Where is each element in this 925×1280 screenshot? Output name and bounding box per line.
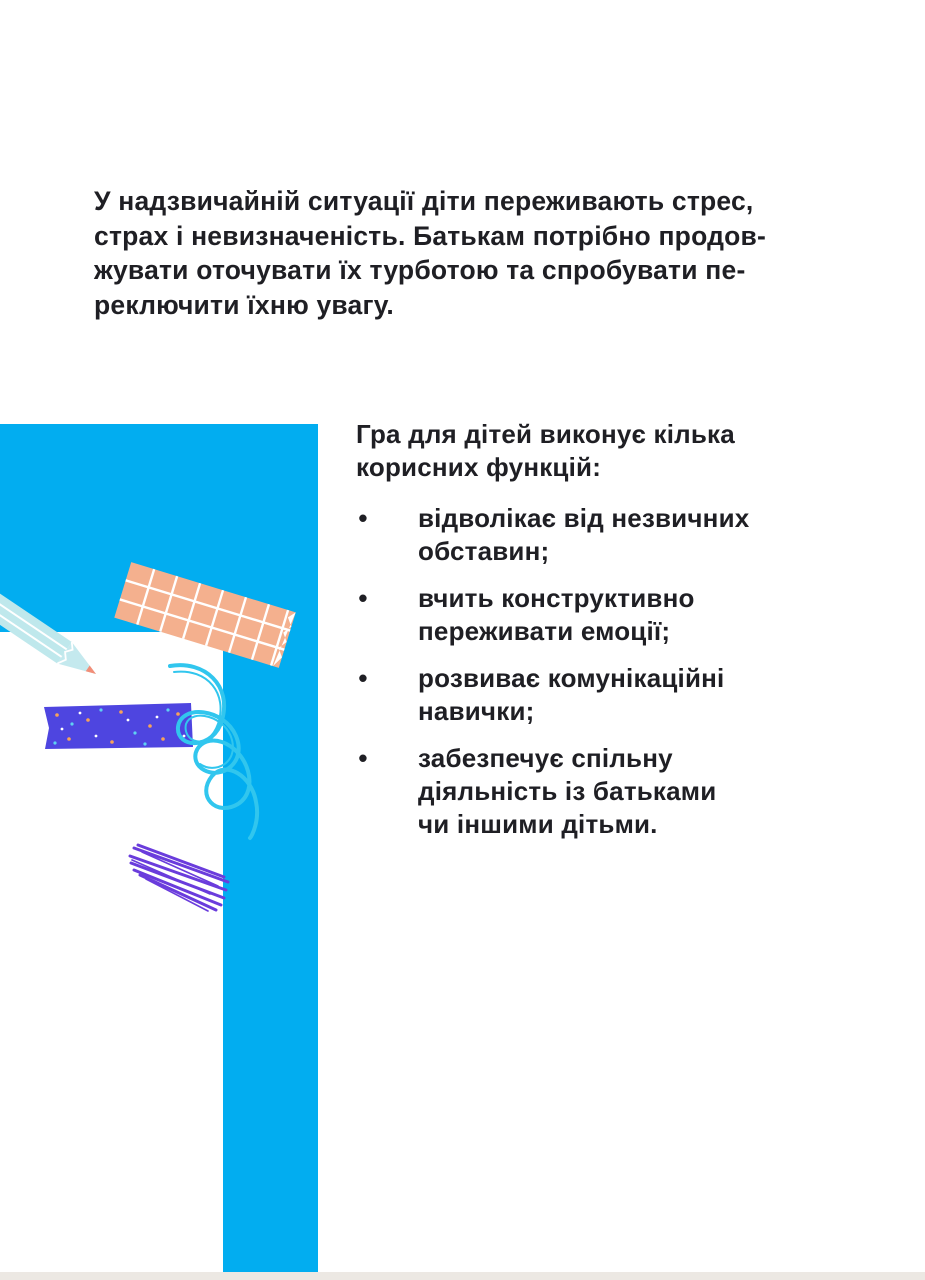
- illustration: [0, 424, 320, 1272]
- bullet-icon: •: [358, 583, 368, 613]
- list-item-line: обставин;: [418, 536, 550, 566]
- list-item: [356, 582, 876, 648]
- page-edge-strip: [0, 1272, 925, 1280]
- functions-heading: [356, 418, 876, 484]
- list-item-line: забезпечує спільну: [418, 743, 673, 773]
- intro-line: реключити їхню увагу.: [94, 289, 394, 320]
- list-item-line: вчить конструктивно: [418, 583, 695, 613]
- intro-line: У надзвичайній ситуації діти переживають стрес,: [94, 186, 754, 216]
- list-item-line: розвиває комунікаційні: [418, 663, 725, 693]
- list-item: [356, 502, 876, 568]
- washi-tape-dots: [44, 703, 193, 749]
- bullet-icon: •: [358, 663, 368, 693]
- heading-line: корисних функцій:: [356, 452, 602, 482]
- functions-section: [356, 418, 876, 855]
- list-item-line: відволікає від незвичних: [418, 503, 750, 533]
- list-item-line: чи іншими дітьми.: [418, 809, 658, 839]
- intro-line: страх і невизначеність. Батькам потрібно продов-: [94, 220, 767, 251]
- intro-paragraph: [94, 184, 854, 322]
- bullet-icon: •: [358, 503, 368, 533]
- intro-line: жувати оточувати їх турботою та спробувати пе-: [94, 255, 746, 285]
- heading-line: Гра для дітей виконує кілька: [356, 419, 735, 449]
- list-item-line: навички;: [418, 696, 535, 726]
- list-item: [356, 662, 876, 728]
- functions-list: [356, 502, 876, 841]
- bullet-icon: •: [358, 743, 368, 773]
- list-item-line: переживати емоції;: [418, 616, 671, 646]
- list-item: [356, 742, 876, 841]
- list-item-line: діяльність із батьками: [418, 776, 717, 806]
